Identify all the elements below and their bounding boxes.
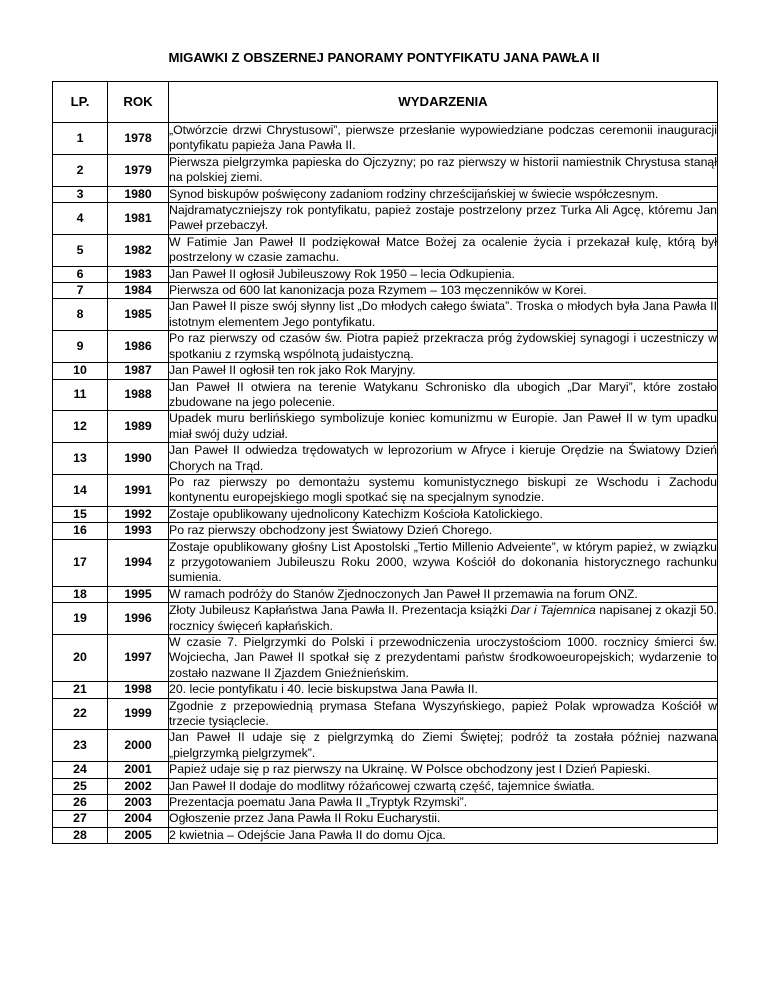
row-number: 18	[53, 586, 108, 602]
row-year: 1981	[108, 203, 169, 235]
row-year: 1987	[108, 363, 169, 379]
table-row	[53, 682, 718, 698]
row-number: 24	[53, 762, 108, 778]
row-number: 19	[53, 603, 108, 635]
table-row	[53, 730, 718, 762]
table-row	[53, 795, 718, 811]
header-lp: LP.	[53, 82, 108, 123]
row-year: 1988	[108, 379, 169, 411]
events-table	[52, 81, 718, 844]
row-year: 1998	[108, 682, 169, 698]
row-year: 2004	[108, 811, 169, 827]
row-year: 2003	[108, 795, 169, 811]
table-row	[53, 523, 718, 539]
row-number: 21	[53, 682, 108, 698]
table-row	[53, 506, 718, 522]
row-number: 14	[53, 474, 108, 506]
table-row	[53, 234, 718, 266]
row-number: 12	[53, 411, 108, 443]
table-row	[53, 539, 718, 586]
table-row	[53, 411, 718, 443]
row-number: 5	[53, 234, 108, 266]
row-number: 3	[53, 186, 108, 202]
table-row	[53, 331, 718, 363]
row-year: 1990	[108, 443, 169, 475]
events-table-body	[53, 123, 718, 844]
row-event: Pierwsza pielgrzymka papieska do Ojczyzny; po raz pierwszy w historii namiestnik Chrystusa stanął na polskiej ziemi.	[169, 154, 717, 185]
row-event: Po raz pierwszy obchodzony jest Światowy Dzień Chorego.	[169, 523, 718, 539]
row-event: 2 kwietnia – Odejście Jana Pawła II do domu Ojca.	[169, 827, 718, 843]
row-year: 1982	[108, 234, 169, 266]
book-title: Dar i Tajemnica	[510, 603, 596, 618]
row-event: Upadek muru berlińskiego symbolizuje koniec komunizmu w Europie. Jan Paweł II w tym upadku miał swój duży udział.	[169, 411, 717, 441]
row-year: 1991	[108, 474, 169, 506]
row-event: „Otwórzcie drzwi Chrystusowi”, pierwsze przesłanie wypowiedziane podczas ceremonii inauguracji pontyfikatu papieża Jana Pawła II.	[169, 123, 717, 153]
row-event: Prezentacja poematu Jana Pawła II „Tryptyk Rzymski”.	[169, 795, 718, 811]
table-row	[53, 698, 718, 730]
row-event: Synod biskupów poświęcony zadaniom rodziny chrześcijańskiej w świecie współczesnym.	[169, 186, 718, 202]
table-row	[53, 474, 718, 506]
row-number: 4	[53, 203, 108, 235]
row-event: Jan Paweł II ogłosił ten rok jako Rok Maryjny.	[169, 363, 718, 379]
row-number: 8	[53, 299, 108, 331]
row-year: 1997	[108, 635, 169, 682]
row-event: Jan Paweł II odwiedza trędowatych w leprozorium w Afryce i kieruje Orędzie na Światowy Dzień Chorych na Trąd.	[169, 443, 717, 473]
row-year: 1994	[108, 539, 169, 586]
row-year: 1984	[108, 283, 169, 299]
row-event: Papież udaje się p raz pierwszy na Ukrainę. W Polsce obchodzony jest I Dzień Papieski.	[169, 762, 718, 778]
row-event: W Fatimie Jan Paweł II podziękował Matce Bożej za ocalenie życia i przekazał kulę, którą był postrzelony w czasie zamachu.	[169, 234, 717, 265]
row-event: W ramach podróży do Stanów Zjednoczonych Jan Paweł II przemawia na forum ONZ.	[169, 586, 718, 602]
row-year: 1978	[108, 123, 169, 155]
row-event: Zgodnie z przepowiednią prymasa Stefana Wyszyńskiego, papież Polak wprowadza Kościół w trzecie tysiąclecie.	[169, 698, 717, 729]
row-number: 15	[53, 506, 108, 522]
row-year: 1992	[108, 506, 169, 522]
row-year: 1989	[108, 411, 169, 443]
row-number: 17	[53, 539, 108, 586]
table-row	[53, 635, 718, 682]
row-event: Po raz pierwszy od czasów św. Piotra papież przekracza próg żydowskiej synagogi i uczestniczy w spotkaniu z rzymską wspólnotą judaistyczną.	[169, 331, 717, 361]
row-event: Pierwsza od 600 lat kanonizacja poza Rzymem – 103 męczenników w Korei.	[169, 283, 718, 299]
table-row	[53, 154, 718, 186]
table-row	[53, 586, 718, 602]
row-number: 11	[53, 379, 108, 411]
row-year: 2002	[108, 778, 169, 794]
row-year: 1979	[108, 154, 169, 186]
row-event: Zostaje opublikowany głośny List Apostolski „Tertio Millenio Adveiente”, w którym papież, w związku z przygotowaniem Jubileuszu Roku 2000, wzywa Kościół do dokonania historycznego rachunku sumienia.	[169, 539, 717, 585]
table-row	[53, 123, 718, 155]
table-row	[53, 778, 718, 794]
row-event: Po raz pierwszy po demontażu systemu komunistycznego biskupi ze Wschodu i Zachodu kontynentu europejskiego mogli spotkać się na specjalnym synodzie.	[169, 474, 717, 505]
row-year: 1996	[108, 603, 169, 635]
row-number: 23	[53, 730, 108, 762]
row-event: Jan Paweł II pisze swój słynny list „Do młodych całego świata”. Troska o młodych była Jana Pawła II istotnym elementem Jego pontyfikatu.	[169, 299, 717, 329]
row-year: 1999	[108, 698, 169, 730]
row-number: 7	[53, 283, 108, 299]
table-row	[53, 443, 718, 475]
row-number: 9	[53, 331, 108, 363]
row-number: 13	[53, 443, 108, 475]
row-year: 1995	[108, 586, 169, 602]
table-row	[53, 186, 718, 202]
row-year: 2000	[108, 730, 169, 762]
row-number: 16	[53, 523, 108, 539]
row-year: 1983	[108, 266, 169, 282]
row-year: 2005	[108, 827, 169, 843]
table-row	[53, 203, 718, 235]
header-rok: ROK	[108, 82, 169, 123]
row-event: Jan Paweł II ogłosił Jubileuszowy Rok 1950 – lecia Odkupienia.	[169, 266, 718, 282]
row-number: 27	[53, 811, 108, 827]
row-event: Jan Paweł II otwiera na terenie Watykanu Schronisko dla ubogich „Dar Maryi”, które zostało zbudowane na jego polecenie.	[169, 379, 717, 409]
page-title: MIGAWKI Z OBSZERNEJ PANORAMY PONTYFIKATU JANA PAWŁA II	[168, 50, 600, 65]
table-row	[53, 827, 718, 843]
row-year: 1980	[108, 186, 169, 202]
row-year: 2001	[108, 762, 169, 778]
row-event: Najdramatyczniejszy rok pontyfikatu, papież zostaje postrzelony przez Turka Ali Agcę, któremu Jan Paweł przebaczył.	[169, 203, 717, 233]
table-row	[53, 762, 718, 778]
row-event	[169, 603, 718, 635]
row-number: 22	[53, 698, 108, 730]
table-row	[53, 299, 718, 331]
row-event: Jan Paweł II udaje się z pielgrzymką do Ziemi Świętej; podróż ta została później nazwana „pielgrzymką pielgrzymek”.	[169, 730, 717, 760]
row-number: 2	[53, 154, 108, 186]
row-number: 26	[53, 795, 108, 811]
row-event-text-part: Złoty Jubileusz Kapłaństwa Jana Pawła II. Prezentacja książki	[169, 603, 511, 618]
table-row	[53, 379, 718, 411]
row-number: 10	[53, 363, 108, 379]
row-event: Ogłoszenie przez Jana Pawła II Roku Eucharystii.	[169, 811, 718, 827]
row-year: 1986	[108, 331, 169, 363]
table-row	[53, 283, 718, 299]
table-row	[53, 266, 718, 282]
row-event: Jan Paweł II dodaje do modlitwy różańcowej czwartą część, tajemnice światła.	[169, 778, 718, 794]
table-header-row	[53, 82, 718, 123]
row-number: 1	[53, 123, 108, 155]
table-row	[53, 363, 718, 379]
row-year: 1993	[108, 523, 169, 539]
header-events: WYDARZENIA	[169, 82, 718, 123]
row-number: 20	[53, 635, 108, 682]
row-event: Zostaje opublikowany ujednolicony Katechizm Kościoła Katolickiego.	[169, 506, 718, 522]
row-event-text-part: napisanej z okazji 50. rocznicy święceń kapłańskich.	[169, 603, 717, 633]
table-row	[53, 811, 718, 827]
row-event: 20. lecie pontyfikatu i 40. lecie biskupstwa Jana Pawła II.	[169, 682, 718, 698]
row-event: W czasie 7. Pielgrzymki do Polski i przewodniczenia uroczystościom 1000. rocznicy śmierci św. Wojciecha, Jan Paweł II spotkał się z prezydentami państw środkowoeuropejskich; wydarzenie to zostało nazwane II Zjazdem Gnieźnieńskim.	[169, 635, 717, 680]
row-number: 28	[53, 827, 108, 843]
table-row	[53, 603, 718, 635]
row-number: 25	[53, 778, 108, 794]
row-year: 1985	[108, 299, 169, 331]
row-number: 6	[53, 266, 108, 282]
